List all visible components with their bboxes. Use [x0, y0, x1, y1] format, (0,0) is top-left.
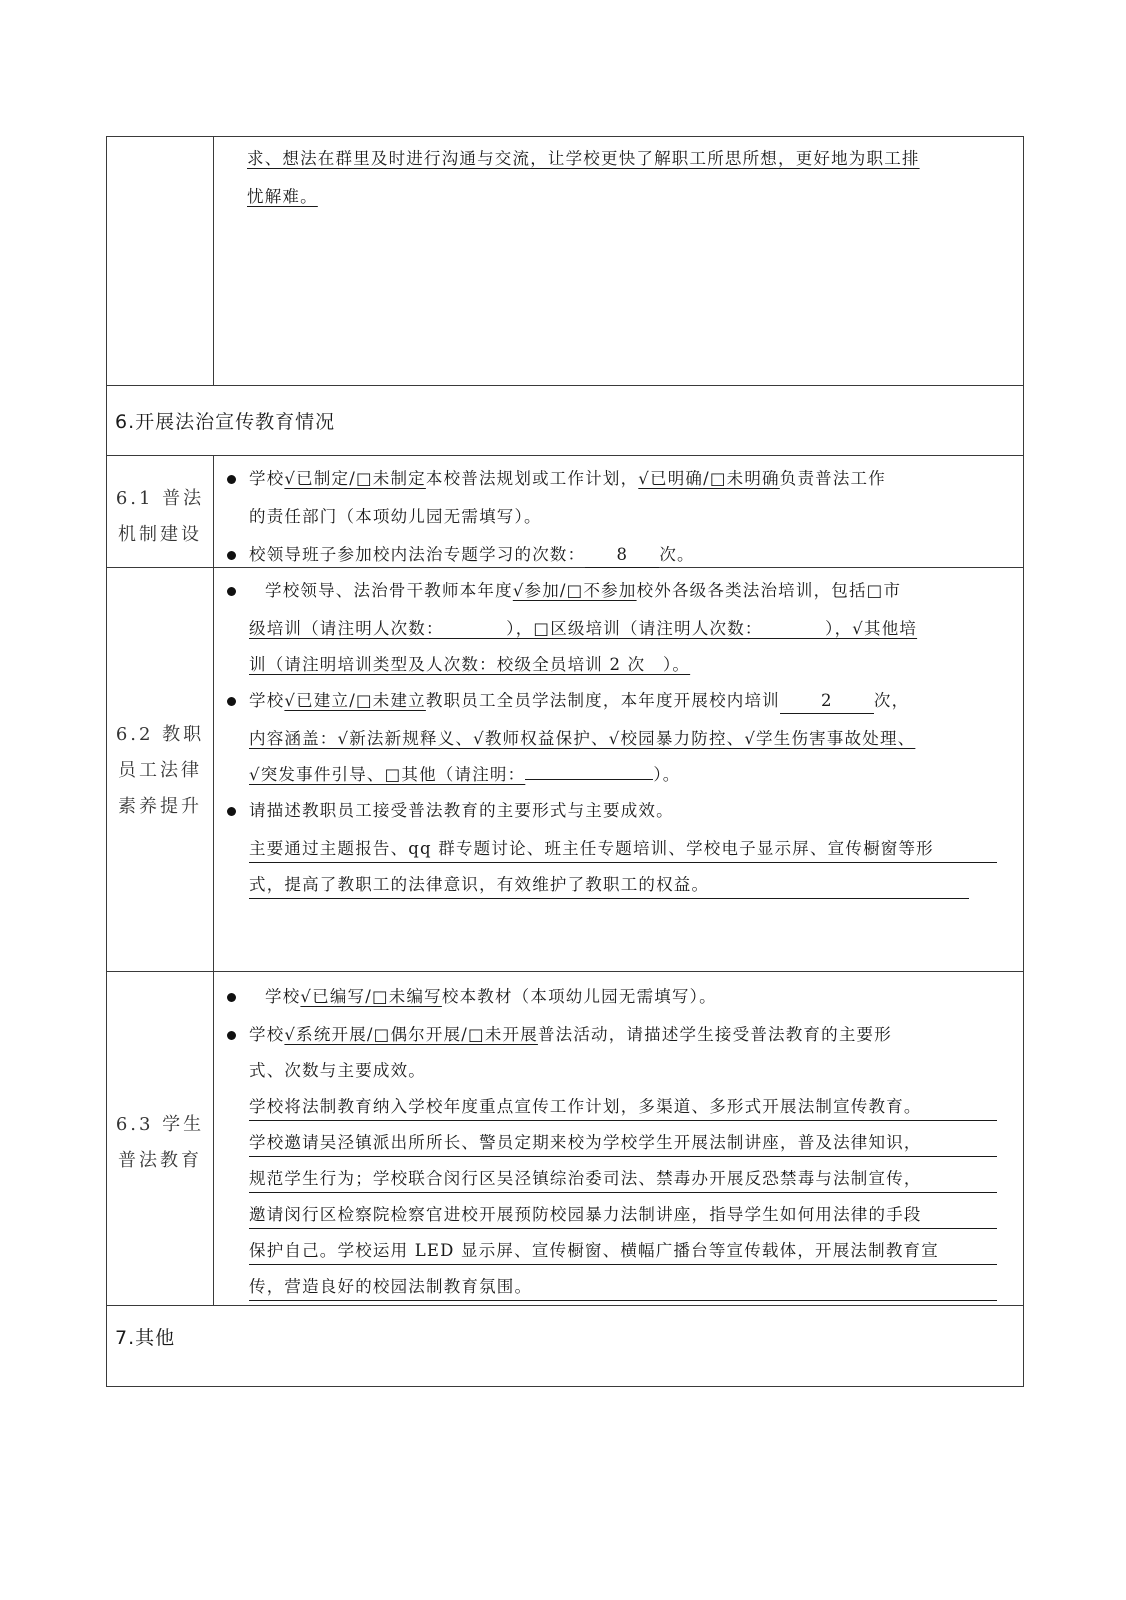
r1-item-1-line-2: 的责任部门（本项幼儿园无需填写）。 — [249, 507, 542, 526]
row-6-3-label: 6.3 学生 普法教育 — [115, 1114, 205, 1171]
study-count-value: 8 — [585, 543, 659, 568]
training-count-value: 2 — [780, 689, 874, 714]
bullet-icon — [227, 993, 236, 1002]
row-6-2-label: 6.2 教职 员工法律 素养提升 — [115, 724, 205, 817]
r3-answer-line: 邀请闵行区检察院检察官进校开展预防校园暴力法制讲座，指导学生如何用法律的手段 — [249, 1203, 997, 1229]
column-divider-top — [213, 137, 214, 385]
r2-answer-line-1: 主要通过主题报告、qq 群专题讨论、班主任专题培训、学校电子显示屏、宣传橱窗等形 — [249, 837, 997, 863]
r3-item-2-line-2: 式、次数与主要成效。 — [249, 1061, 426, 1080]
r2-item-1-line-3: 训（请注明培训类型及人次数：校级全员培训 2 次 ）。 — [249, 655, 691, 674]
bullet-icon — [227, 1031, 236, 1040]
bullet-icon — [227, 587, 236, 596]
report-table — [106, 136, 1024, 1387]
r2-answer-line-2: 式，提高了教职工的法律意识，有效维护了教职工的权益。 — [249, 873, 969, 899]
r1-item-2: 校领导班子参加校内法治专题学习的次数： 8 次。 — [249, 543, 695, 568]
r3-item-1: 学校√已编写/□未编写校本教材（本项幼儿园无需填写）。 — [265, 987, 717, 1006]
continuation-text-line-2: 忧解难。 — [247, 187, 318, 206]
r3-answer-line: 传，营造良好的校园法制教育氛围。 — [249, 1275, 997, 1301]
column-divider-section6 — [213, 455, 214, 1305]
r2-item-2-line-2: 内容涵盖：√新法新规释义、√教师权益保护、√校园暴力防控、√学生伤害事故处理、 — [249, 729, 916, 748]
r2-item-1-line-1: 学校领导、法治骨干教师本年度√参加/□不参加校外各级各类法治培训，包括□市 — [265, 581, 902, 600]
section-7-title: 7.其他 — [115, 1327, 176, 1349]
other-topic-blank — [525, 779, 653, 780]
r3-answer-line: 规范学生行为；学校联合闵行区吴泾镇综治委司法、禁毒办开展反恐禁毒与法制宣传， — [249, 1167, 997, 1193]
section-6-title: 6.开展法治宣传教育情况 — [115, 411, 336, 433]
row-divider — [107, 385, 1023, 386]
r3-answer-line: 保护自己。学校运用 LED 显示屏、宣传橱窗、横幅广播台等宣传载体，开展法制教育宣 — [249, 1239, 997, 1265]
row-divider — [107, 1305, 1023, 1306]
r3-answer-line: 学校将法制教育纳入学校年度重点宣传工作计划，多渠道、多形式开展法制宣传教育。 — [249, 1095, 997, 1121]
r2-item-3: 请描述教职员工接受普法教育的主要形式与主要成效。 — [249, 801, 674, 820]
r2-item-2-line-3: √突发事件引导、□其他（请注明： ）。 — [249, 765, 681, 784]
r3-item-2-line-1: 学校√系统开展/□偶尔开展/□未开展普法活动，请描述学生接受普法教育的主要形 — [249, 1025, 892, 1044]
row-divider — [107, 455, 1023, 456]
continuation-text-line-1: 求、想法在群里及时进行沟通与交流，让学校更快了解职工所思所想，更好地为职工排 — [247, 149, 920, 168]
r2-item-2-line-1: 学校√已建立/□未建立教职员工全员学法制度，本年度开展校内培训 2 次， — [249, 689, 909, 714]
r1-item-1-line-1: 学校√已制定/□未制定本校普法规划或工作计划，√已明确/□未明确负责普法工作 — [249, 469, 886, 488]
row-divider — [107, 971, 1023, 972]
bullet-icon — [227, 697, 236, 706]
bullet-icon — [227, 551, 236, 560]
bullet-icon — [227, 807, 236, 816]
row-6-1-label: 6.1 普法 机制建设 — [115, 488, 205, 545]
r3-answer-line: 学校邀请吴泾镇派出所所长、警员定期来校为学校学生开展法制讲座，普及法律知识， — [249, 1131, 997, 1157]
bullet-icon — [227, 475, 236, 484]
r2-item-1-line-2: 级培训（请注明人次数： ），□区级培训（请注明人次数： ），√其他培 — [249, 619, 918, 638]
